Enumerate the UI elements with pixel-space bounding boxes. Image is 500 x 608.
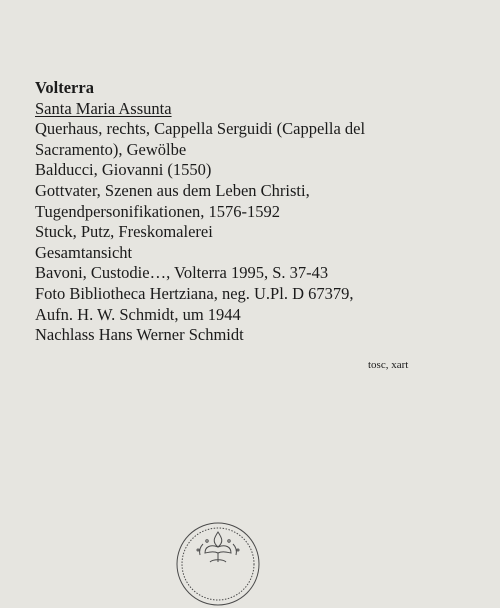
card-text <box>35 78 475 346</box>
library-seal-icon <box>174 520 262 608</box>
church-name: Santa Maria Assunta <box>35 98 172 118</box>
estate-line: Nachlass Hans Werner Schmidt <box>35 325 244 345</box>
classification-code: tosc, xart <box>368 359 409 371</box>
literature-line: Bavoni, Custodie…, Volterra 1995, S. 37-43 <box>35 263 329 283</box>
technique-line: Stuck, Putz, Freskomalerei <box>35 222 213 242</box>
location-line-2: Sacramento), Gewölbe <box>35 139 187 159</box>
photo-credit-line-1: Foto Bibliotheca Hertziana, neg. U.Pl. D 67379, <box>35 283 354 303</box>
view-line: Gesamtansicht <box>35 242 133 262</box>
photo-credit-line-2: Aufn. H. W. Schmidt, um 1944 <box>35 304 241 324</box>
subject-line-1: Gottvater, Szenen aus dem Leben Christi, <box>35 180 310 200</box>
subject-line-2: Tugendpersonifikationen, 1576-1592 <box>35 201 281 221</box>
place-heading: Volterra <box>35 78 94 97</box>
artist-line: Balducci, Giovanni (1550) <box>35 160 212 180</box>
location-line-1: Querhaus, rechts, Cappella Serguidi (Cappella del <box>35 119 366 139</box>
